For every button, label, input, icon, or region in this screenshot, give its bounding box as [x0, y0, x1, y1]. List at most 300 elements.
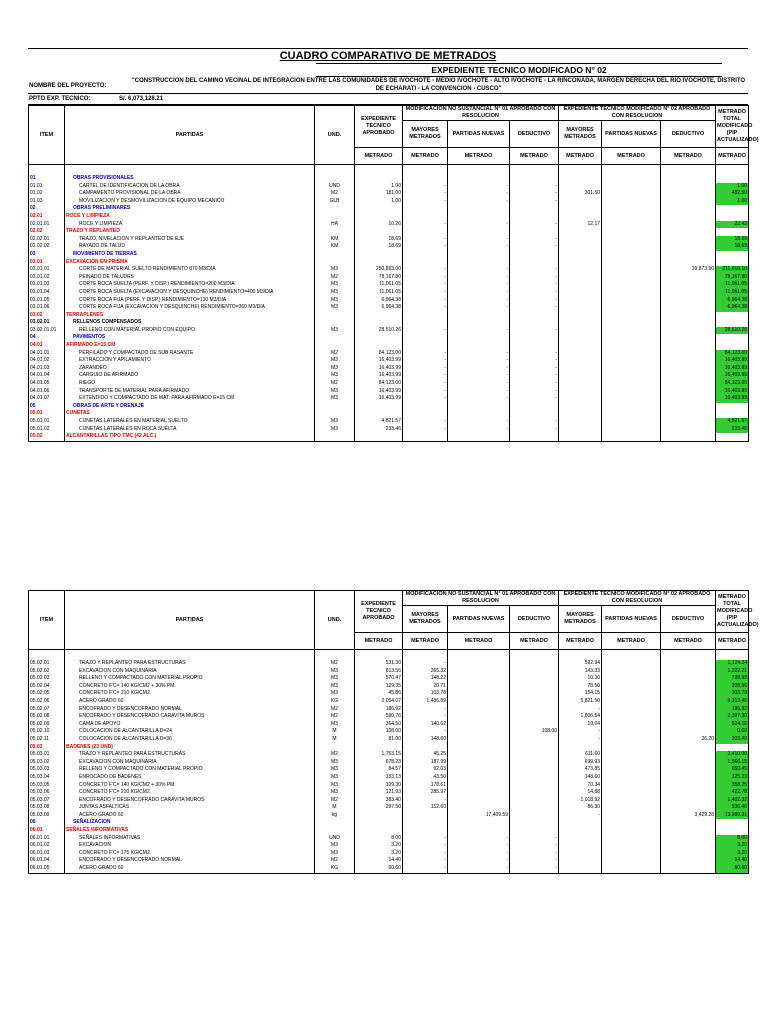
cell-n2	[602, 289, 661, 297]
cell-n2	[602, 433, 661, 441]
cell-d1: -	[510, 221, 559, 229]
table-row	[29, 274, 749, 282]
cell-tot: 14.40	[716, 857, 749, 865]
cell-desc: ENCOFRADO Y DESENCOFRADO NORMAL	[65, 706, 315, 714]
cell-n2	[602, 304, 661, 312]
cell-exp: 590.76	[355, 713, 403, 721]
cell-n1: -	[448, 243, 510, 251]
cell-exp: 6,964.38	[355, 304, 403, 312]
cell-und: M2	[315, 660, 355, 668]
table-row	[29, 327, 749, 335]
cell-desc: ENROCADO DE BADENES	[65, 774, 315, 782]
cell-m2	[559, 395, 602, 403]
cell-m2	[559, 410, 602, 418]
cell-n1: -	[448, 274, 510, 282]
cell-m1	[403, 259, 448, 267]
cell-und: HA	[315, 221, 355, 229]
cell-n2	[602, 827, 661, 835]
cell-exp	[355, 342, 403, 350]
cell-exp: 109.30	[355, 782, 403, 790]
cell-exp: 383.40	[355, 797, 403, 805]
cell-n1: -	[448, 865, 510, 873]
cell-m2	[559, 243, 602, 251]
cell-item: 06.01.05	[29, 865, 65, 873]
cell-und	[315, 410, 355, 418]
table-row	[29, 236, 749, 244]
cell-und	[315, 342, 355, 350]
cell-d1	[510, 736, 559, 744]
cell-exp	[355, 334, 403, 342]
table-row	[29, 736, 749, 744]
cell-item: 02.02.01	[29, 236, 65, 244]
header-metrado: METRADO	[355, 633, 403, 650]
cell-und: M2	[315, 706, 355, 714]
cell-n2	[602, 744, 661, 752]
cell-exp	[355, 251, 403, 259]
cell-m2: -	[559, 728, 602, 736]
cell-desc: CAMA DE APOYO	[65, 721, 315, 729]
cell-d2	[661, 190, 716, 198]
cell-n2	[602, 243, 661, 251]
cell-und	[315, 403, 355, 411]
cell-d2	[661, 418, 716, 426]
cell-d2	[661, 297, 716, 305]
cell-m1	[403, 403, 448, 411]
project-name: "CONSTRUCCION DEL CAMINO VECINAL DE INTEGRACION ENTRE LAS COMUNIDADES DE IVOCHOTE - MEDIO IVOCHOTE - ALTO IVOCHOTE - LA RINCONADA, MARGEN DERECHA DEL RIO IVOCHOTE, DISTRITO DE ECHARATI - LA CONVENCION - CUSCO"	[131, 78, 746, 92]
cell-m2	[559, 357, 602, 365]
cell-und: M2	[315, 751, 355, 759]
cell-item: 02.01.01	[29, 221, 65, 229]
cell-item: 05.02.02	[29, 668, 65, 676]
cell-m2: 148.60	[559, 774, 602, 782]
table-row	[29, 365, 749, 373]
cell-exp: 45.86	[355, 690, 403, 698]
cell-und: UND	[315, 835, 355, 843]
header-partidas: PARTIDAS	[65, 591, 315, 650]
cell-tot: 22.43	[716, 221, 749, 229]
cell-m1: -	[403, 388, 448, 396]
cell-d2	[661, 410, 716, 418]
cell-n1: -	[448, 198, 510, 206]
table-row	[29, 706, 749, 714]
cell-n2	[602, 274, 661, 282]
cell-d2	[661, 312, 716, 320]
cell-n2	[602, 297, 661, 305]
cell-m1: 265.32	[403, 668, 448, 676]
cell-tot	[716, 319, 749, 327]
cell-n1: -	[448, 395, 510, 403]
cell-exp	[355, 827, 403, 835]
cell-m1: 140.62	[403, 721, 448, 729]
cell-exp: 1,753.15	[355, 751, 403, 759]
cell-d1	[510, 713, 559, 721]
cell-n1: -	[448, 372, 510, 380]
cell-n1	[448, 403, 510, 411]
header-metrado: METRADO	[403, 148, 448, 165]
cell-m1: 103.78	[403, 690, 448, 698]
cell-m2: 473.85	[559, 766, 602, 774]
cell-tot: 1.00	[716, 198, 749, 206]
cell-desc: ENCOFRADO Y DESENCOFRADO CARAVITA MUROS	[65, 713, 315, 721]
cell-n1	[448, 660, 510, 668]
cell-tot	[716, 259, 749, 267]
cell-item: 05.02.10	[29, 728, 65, 736]
cell-d1	[510, 259, 559, 267]
cell-und: M3	[315, 365, 355, 373]
cell-n2	[602, 221, 661, 229]
cell-m1: -	[403, 289, 448, 297]
cell-m2: 14.88	[559, 789, 602, 797]
cell-n1: -	[448, 289, 510, 297]
cell-tot	[716, 251, 749, 259]
cell-tot: 3.20	[716, 850, 749, 858]
cell-m2	[559, 198, 602, 206]
cell-d1	[510, 766, 559, 774]
cell-m1	[403, 228, 448, 236]
cell-tot	[716, 342, 749, 350]
table-row	[29, 334, 749, 342]
cell-m1: -	[403, 418, 448, 426]
header-deductivo-1: DEDUCTIVO	[510, 606, 559, 633]
cell-d2	[661, 857, 716, 865]
cell-d1: -	[510, 304, 559, 312]
cell-n2	[602, 236, 661, 244]
cell-desc: EXTENDIDO Y COMPACTADO DE MAT. PARA AFIRMADO E=15 CM	[65, 395, 315, 403]
cell-d2	[661, 183, 716, 191]
cell-d1	[510, 774, 559, 782]
cell-m1	[403, 213, 448, 221]
cell-desc: EXTRACCION Y APILAMIENTO	[65, 357, 315, 365]
header-exp-modificado: EXPEDIENTE TECNICO MODIFICADO N° 02 APROBADO CON RESOLUCION	[559, 106, 716, 121]
cell-d1: -	[510, 857, 559, 865]
cell-d2	[661, 304, 716, 312]
cell-item: 06.01.01	[29, 835, 65, 843]
cell-m2: -	[559, 736, 602, 744]
header-expediente: EXPEDIENTE TECNICO APROBADO	[355, 106, 403, 148]
cell-exp: 18.69	[355, 236, 403, 244]
cell-d2	[661, 690, 716, 698]
cell-m1: -	[403, 350, 448, 358]
table-row	[29, 243, 749, 251]
cell-d1: -	[510, 380, 559, 388]
header-deductivo-2: DEDUCTIVO	[661, 121, 716, 148]
table-row	[29, 759, 749, 767]
cell-item: 03	[29, 251, 65, 259]
cell-m1: 148.22	[403, 675, 448, 683]
cell-exp: 297.50	[355, 804, 403, 812]
cell-und: GLB	[315, 198, 355, 206]
cell-d2	[661, 236, 716, 244]
cell-und: M2	[315, 380, 355, 388]
cell-m1: -	[403, 327, 448, 335]
header-total: METRADO TOTAL MODIFICADO (PIP ACTUALIZADO)	[716, 106, 749, 148]
cell-m2: 611.60	[559, 751, 602, 759]
cell-und: M3	[315, 683, 355, 691]
cell-m2	[559, 319, 602, 327]
cell-n2	[602, 395, 661, 403]
cell-tot	[716, 410, 749, 418]
cell-n2	[602, 327, 661, 335]
cell-item: 04.01.04	[29, 372, 65, 380]
cell-d1: -	[510, 297, 559, 305]
cell-exp: 14.40	[355, 857, 403, 865]
cell-d2	[661, 706, 716, 714]
cell-m2: 1,806.54	[559, 713, 602, 721]
cell-m2	[559, 274, 602, 282]
cell-m1: -	[403, 706, 448, 714]
cell-d1	[510, 721, 559, 729]
table-row	[29, 835, 749, 843]
cell-m2	[559, 251, 602, 259]
table-row	[29, 713, 749, 721]
table-row	[29, 690, 749, 698]
cell-d2	[661, 327, 716, 335]
cell-exp: 181.00	[355, 190, 403, 198]
cell-m1: -	[403, 281, 448, 289]
cell-d2	[661, 319, 716, 327]
table-row	[29, 418, 749, 426]
cell-d2	[661, 433, 716, 441]
cell-tot: 203.40	[716, 736, 749, 744]
cell-n2	[602, 736, 661, 744]
cell-d1: -	[510, 190, 559, 198]
cell-und: M3	[315, 774, 355, 782]
cell-und: M3	[315, 304, 355, 312]
cell-tot: 1,124.24	[716, 660, 749, 668]
cell-und: kg	[315, 812, 355, 820]
cell-m1: -	[403, 395, 448, 403]
cell-n1: -	[448, 857, 510, 865]
cell-d2	[661, 683, 716, 691]
cell-exp: 28,510.26	[355, 327, 403, 335]
cell-desc: AFIRMADO E=15 CM	[65, 342, 315, 350]
cell-d2	[661, 380, 716, 388]
table-row	[29, 281, 749, 289]
cell-m1: 187.99	[403, 759, 448, 767]
cell-d2	[661, 819, 716, 827]
cell-desc: PERFILADO Y COMPACTADO DE SUB RASANTE	[65, 350, 315, 358]
cell-n2	[602, 842, 661, 850]
cell-tot	[716, 433, 749, 441]
cell-m2: -	[559, 706, 602, 714]
cell-item: 06.01.03	[29, 850, 65, 858]
cell-n1	[448, 319, 510, 327]
cell-d2	[661, 198, 716, 206]
cell-exp: 81.00	[355, 736, 403, 744]
table-row	[29, 812, 749, 820]
cell-m2	[559, 350, 602, 358]
cell-desc: TRANSPORTE DE MATERIAL PARA AFIRMADO	[65, 388, 315, 396]
cell-n2	[602, 660, 661, 668]
cell-d2	[661, 744, 716, 752]
table-row	[29, 721, 749, 729]
cell-item: 05.02.08	[29, 713, 65, 721]
cell-n1	[448, 736, 510, 744]
cell-m1: -	[403, 850, 448, 858]
cell-und: M3	[315, 297, 355, 305]
cell-d1	[510, 668, 559, 676]
cell-item: 03.01	[29, 259, 65, 267]
cell-m2: 699.93	[559, 759, 602, 767]
cell-item: 03.02.01.01	[29, 327, 65, 335]
cell-exp	[355, 744, 403, 752]
cell-n1: -	[448, 221, 510, 229]
cell-d2	[661, 395, 716, 403]
cell-tot	[716, 403, 749, 411]
cell-item: 05.02.09	[29, 721, 65, 729]
cell-exp: 129.35	[355, 683, 403, 691]
cell-n1	[448, 751, 510, 759]
table-row	[29, 388, 749, 396]
cell-n1: -	[448, 297, 510, 305]
cell-n2	[602, 205, 661, 213]
cell-desc: RELLENO Y COMPACTADO CON MATERIAL PROPIO	[65, 675, 315, 683]
cell-desc: RAYADO DE TALUD	[65, 243, 315, 251]
header-total: METRADO TOTAL MODIFICADO (PIP ACTUALIZADO)	[716, 591, 749, 633]
cell-d2	[661, 259, 716, 267]
cell-tot: 228.56	[716, 683, 749, 691]
cell-und: M3	[315, 281, 355, 289]
cell-exp: 1.00	[355, 198, 403, 206]
cell-n2	[602, 850, 661, 858]
cell-und: M3	[315, 759, 355, 767]
cell-n2	[602, 319, 661, 327]
cell-m2: 143.33	[559, 668, 602, 676]
cell-m2	[559, 835, 602, 843]
cell-m2	[559, 426, 602, 434]
cell-exp	[355, 410, 403, 418]
cell-n2	[602, 213, 661, 221]
cell-exp	[355, 175, 403, 183]
cell-und: M3	[315, 766, 355, 774]
cell-d1: -	[510, 266, 559, 274]
cell-n2	[602, 698, 661, 706]
table-row	[29, 312, 749, 320]
cell-item: 05.02	[29, 433, 65, 441]
cell-exp	[355, 259, 403, 267]
cell-desc: CONCRETO F'C= 210 KG/CM2.	[65, 789, 315, 797]
cell-desc: ACERO GRADO 60	[65, 698, 315, 706]
cell-tot	[716, 228, 749, 236]
cell-item: 04.01.05	[29, 380, 65, 388]
cell-und	[315, 205, 355, 213]
cell-item: 04.01.06	[29, 388, 65, 396]
cell-d2	[661, 865, 716, 873]
cell-exp: 84.57	[355, 766, 403, 774]
cell-und	[315, 312, 355, 320]
cell-m1	[403, 827, 448, 835]
cell-tot: 524.16	[716, 721, 749, 729]
table-body	[29, 175, 749, 441]
cell-n2	[602, 797, 661, 805]
table-header	[29, 591, 759, 661]
table-row	[29, 175, 749, 183]
cell-n2	[602, 782, 661, 790]
cell-tot: 60.60	[716, 865, 749, 873]
cell-exp	[355, 312, 403, 320]
cell-desc: TRAZO Y REPLANTEO PARA ESTRUCTURAS	[65, 751, 315, 759]
cell-n2	[602, 334, 661, 342]
cell-d2	[661, 660, 716, 668]
cell-m2: -	[559, 812, 602, 820]
cell-desc: TERRAPLENES	[65, 312, 315, 320]
cell-tot	[716, 819, 749, 827]
cell-m1	[403, 819, 448, 827]
cell-tot: 16,403.99	[716, 365, 749, 373]
cell-n2	[602, 259, 661, 267]
cell-exp: 11,061.05	[355, 289, 403, 297]
header-metrado: METRADO	[355, 148, 403, 165]
cell-n1: -	[448, 183, 510, 191]
cell-desc: TRAZO Y REPLANTEO	[65, 228, 315, 236]
cell-d2	[661, 766, 716, 774]
cell-desc: ENCOFRADO Y DESENCOFRADO CARAVITA MUROS	[65, 797, 315, 805]
cell-m1: -	[403, 835, 448, 843]
cell-desc: CUNETAS LATERALES EN MATERIAL SUELTO	[65, 418, 315, 426]
cell-tot: 6,964.38	[716, 304, 749, 312]
cell-m1: -	[403, 797, 448, 805]
header-metrado: METRADO	[510, 633, 559, 650]
cell-exp: 678.23	[355, 759, 403, 767]
cell-und: M3	[315, 668, 355, 676]
cell-und: M3	[315, 418, 355, 426]
cell-m1	[403, 433, 448, 441]
cell-d1: -	[510, 850, 559, 858]
cell-n1	[448, 759, 510, 767]
cell-desc: ROCE Y LIMPIEZA	[65, 213, 315, 221]
table-row	[29, 789, 749, 797]
table-row	[29, 205, 749, 213]
cell-exp: 108.00	[355, 728, 403, 736]
cell-und: M3	[315, 426, 355, 434]
cell-desc: ACERO GRADO 60	[65, 812, 315, 820]
table-row	[29, 668, 749, 676]
header-metrado: METRADO	[403, 633, 448, 650]
cell-d2	[661, 243, 716, 251]
cell-d1	[510, 812, 559, 820]
cell-exp	[355, 403, 403, 411]
table-row	[29, 221, 749, 229]
cell-m1: -	[403, 728, 448, 736]
cell-d2	[661, 789, 716, 797]
cell-n1	[448, 804, 510, 812]
cell-m2	[559, 327, 602, 335]
cell-d2	[661, 698, 716, 706]
cell-m2	[559, 403, 602, 411]
cell-item: 05	[29, 403, 65, 411]
cell-n1: -	[448, 281, 510, 289]
cell-exp: 6,964.38	[355, 297, 403, 305]
cell-desc: CONCRETO F'C= 140 KG/CM2 + 30% PM.	[65, 683, 315, 691]
cell-tot	[716, 205, 749, 213]
cell-item: 02	[29, 205, 65, 213]
header-partidas-nuevas-1: PARTIDAS NUEVAS	[448, 606, 510, 633]
cell-n1: 17,409.59	[448, 812, 510, 820]
cell-item: 06.01.04	[29, 857, 65, 865]
cell-n1	[448, 312, 510, 320]
cell-m1: 45.25	[403, 751, 448, 759]
header-deductivo-2: DEDUCTIVO	[661, 606, 716, 633]
cell-n2	[602, 342, 661, 350]
cell-n1	[448, 706, 510, 714]
table-row	[29, 183, 749, 191]
cell-m1	[403, 319, 448, 327]
cell-exp: 233.46	[355, 426, 403, 434]
cell-d1	[510, 782, 559, 790]
cell-m2	[559, 304, 602, 312]
cell-d1: -	[510, 865, 559, 873]
cell-d2	[661, 713, 716, 721]
